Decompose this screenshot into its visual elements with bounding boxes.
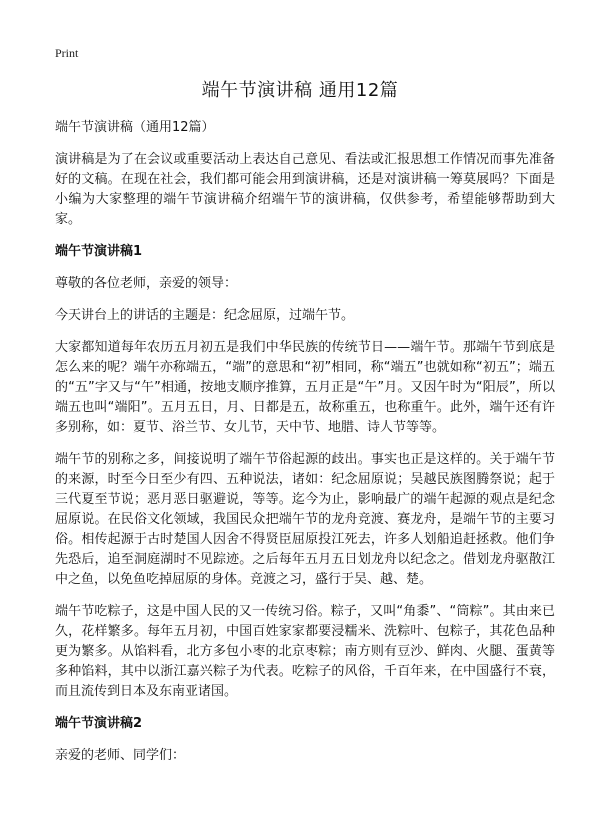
intro-paragraph: 演讲稿是为了在会议或重要活动上表达自己意见、看法或汇报思想工作情况而事先准备好的文稿。在现在社会，我们都可能会用到演讲稿，还是对演讲稿一筹莫展吗？下面是小编为大家整理的端午节演讲稿介绍端午节的演讲稿，仅供参考，希望能够帮助到大家。 [55, 152, 555, 227]
page-title: 端午节演讲稿 通用12篇 [201, 80, 399, 101]
section1-paragraph-4: 端午节吃粽子，这是中国人民的又一传统习俗。粽子，又叫“角黍”、“筒粽”。其由来已久，花样繁多。每年五月初，中国百姓家家都要浸糯米、洗粽叶、包粽子，其花色品种更为繁多。从馅料看，北方多包小枣的北京枣粽；南方则有豆沙、鲜肉、火腿、蛋黄等多种馅料，其中以浙江嘉兴粽子为代表。吃粽子的风俗，千百年来，在中国盛行不衰，而且流传到日本及东南亚诸国。 [55, 604, 555, 699]
article-subtitle: 端午节演讲稿（通用12篇） [55, 120, 215, 135]
section1-greeting: 尊敬的各位老师，亲爱的领导： [55, 276, 238, 291]
section1-paragraph-3: 端午节的别称之多，间接说明了端午节俗起源的歧出。事实也正是这样的。关于端午节的来源，时至今日至少有四、五种说法，诸如：纪念屈原说；吴越民族图腾祭说；起于三代夏至节说；恶月恶日驱避说，等等。迄今为止，影响最广的端午起源的观点是纪念屈原说。在民俗文化领域，我国民众把端午节的龙舟竞渡、赛龙舟，是端午节的主要习俗。相传起源于古时楚国人因舍不得贤臣屈原投江死去，许多人划船追赶拯救。他们争先恐后，追至洞庭湖时不见踪迹。之后每年五月五日划龙舟以纪念之。借划龙舟驱散江中之鱼，以免鱼吃掉屈原的身体。竞渡之习，盛行于吴、越、楚。 [55, 452, 555, 587]
section2-greeting: 亲爱的老师、同学们： [55, 748, 186, 763]
section-heading-2: 端午节演讲稿2 [55, 716, 143, 731]
article-body [55, 118, 555, 778]
section1-paragraph-1: 今天讲台上的讲话的主题是：纪念屈原，过端午节。 [55, 308, 355, 323]
section1-paragraph-2: 大家都知道每年农历五月初五是我们中华民族的传统节日——端午节。那端午节到底是怎么来的呢？端午亦称端五，“端”的意思和“初”相同，称“端五”也就如称“初五”；端五的“五”字又与“午”相通，按地支顺序推算，五月正是“午”月。又因午时为“阳辰”，所以端五也叫“端阳”。五月五日，月、日都是五，故称重五，也称重午。此外，端午还有许多别称，如：夏节、浴兰节、女儿节，天中节、地腊、诗人节等等。 [55, 340, 555, 435]
print-link[interactable]: Print [55, 46, 79, 60]
section-heading-1: 端午节演讲稿1 [55, 244, 143, 259]
